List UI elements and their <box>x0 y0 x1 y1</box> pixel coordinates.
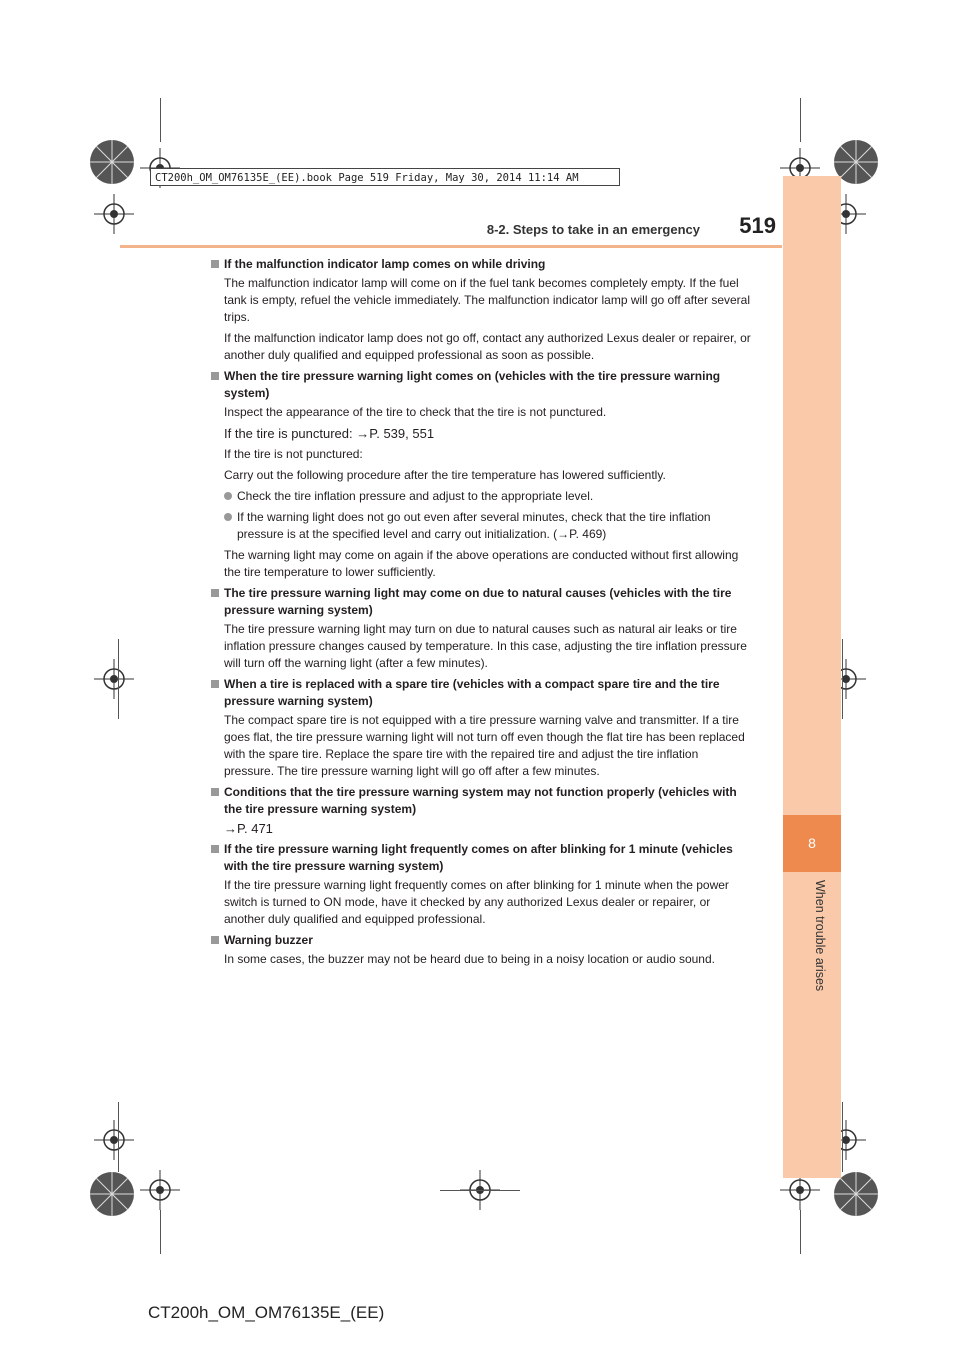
crop-line <box>118 1102 119 1172</box>
crop-line <box>160 98 161 142</box>
print-info: CT200h_OM_OM76135E_(EE).book Page 519 Friday, May 30, 2014 11:14 AM <box>150 168 620 186</box>
paragraph: The compact spare tire is not equipped with a tire pressure warning valve and transmitter. If a tire goes flat, the tire pressure warning light will not turn off even though the flat tire has been replaced with the spare tire. Replace the spare tire with the repaired tire and adjust the tire inflation pressure. The tire pressure warning light will go off after a few minutes. <box>224 713 745 778</box>
crop-line <box>842 639 843 719</box>
page-content <box>211 256 751 972</box>
section-frequent-warning <box>211 841 751 928</box>
registration-mark-top-left <box>88 138 136 186</box>
paragraph: If the tire is not punctured: <box>224 447 363 461</box>
section-heading <box>211 676 751 710</box>
chapter-side-tab <box>783 176 841 1178</box>
section-heading-text: When the tire pressure warning light comes on (vehicles with the tire pressure warning system) <box>224 369 721 400</box>
page-reference: If the tire is punctured: →P. 539, 551 <box>224 426 435 441</box>
crop-line <box>118 639 119 719</box>
chapter-label: When trouble arises <box>813 880 827 992</box>
crop-line <box>440 1190 520 1191</box>
paragraph: Inspect the appearance of the tire to check that the tire is not punctured. <box>224 405 607 419</box>
list-item-text: Check the tire inflation pressure and adjust to the appropriate level. <box>237 489 594 503</box>
paragraph: The malfunction indicator lamp will come on if the fuel tank becomes completely empty. If the fuel tank is empty, refuel the vehicle immediately. The malfunction indicator lamp will go off after several trips. <box>224 276 751 324</box>
crosshair-mark-7 <box>94 1120 134 1160</box>
crop-line <box>800 1210 801 1254</box>
list-item <box>211 488 751 505</box>
square-bullet-icon <box>211 788 219 796</box>
section-heading-text: If the malfunction indicator lamp comes on while driving <box>224 257 546 271</box>
round-bullet-icon <box>224 513 232 521</box>
round-bullet-icon <box>224 492 232 500</box>
section-heading <box>211 784 751 818</box>
section-spare-tire <box>211 676 751 780</box>
section-warning-buzzer <box>211 932 751 968</box>
crop-line <box>842 1102 843 1172</box>
square-bullet-icon <box>211 845 219 853</box>
list-item <box>211 509 751 543</box>
crosshair-mark-5 <box>94 659 134 699</box>
list-item-text: If the warning light does not go out even after several minutes, check that the tire inflation pressure is at the specified level and carry out initialization. (→P. 469) <box>237 510 711 541</box>
section-heading-text: Conditions that the tire pressure warning system may not function properly (vehicles with the tire pressure warning system) <box>224 785 737 816</box>
section-title: 8-2. Steps to take in an emergency <box>486 222 700 237</box>
crosshair-mark-2 <box>94 194 134 234</box>
square-bullet-icon <box>211 372 219 380</box>
chapter-number: 8 <box>808 835 816 851</box>
square-bullet-icon <box>211 589 219 597</box>
page-number: 519 <box>739 213 776 238</box>
crop-line <box>160 1210 161 1254</box>
paragraph: In some cases, the buzzer may not be heard due to being in a noisy location or audio sound. <box>224 952 715 966</box>
square-bullet-icon <box>211 936 219 944</box>
page-reference: →P. 471 <box>224 821 273 836</box>
section-malfunction-lamp <box>211 256 751 364</box>
paragraph: The warning light may come on again if the above operations are conducted without first allowing the tire temperature to lower sufficiently. <box>224 548 739 579</box>
section-heading <box>211 256 751 273</box>
section-heading-text: The tire pressure warning light may come on due to natural causes (vehicles with the tire pressure warning system) <box>224 586 732 617</box>
square-bullet-icon <box>211 680 219 688</box>
paragraph: The tire pressure warning light may turn on due to natural causes such as natural air leaks or tire inflation pressure changes caused by temperature. In this case, adjusting the tire inflation pressure will turn off the warning light (after a few minutes). <box>224 622 747 670</box>
section-heading-text: Warning buzzer <box>224 933 313 947</box>
section-natural-causes <box>211 585 751 672</box>
section-heading-text: If the tire pressure warning light frequently comes on after blinking for 1 minute (vehicles with the tire pressure warning system) <box>224 842 733 873</box>
paragraph: Carry out the following procedure after the tire temperature has lowered sufficiently. <box>224 468 666 482</box>
section-heading-text: When a tire is replaced with a spare tire (vehicles with a compact spare tire and the tire pressure warning system) <box>224 677 720 708</box>
section-heading <box>211 585 751 619</box>
paragraph: If the malfunction indicator lamp does not go off, contact any authorized Lexus dealer or repairer, or another duly qualified and equipped professional as soon as possible. <box>224 331 751 362</box>
registration-mark-bottom-left <box>88 1170 136 1218</box>
square-bullet-icon <box>211 260 219 268</box>
header-rule <box>120 245 782 248</box>
footer-doc-code: CT200h_OM_OM76135E_(EE) <box>148 1303 385 1322</box>
section-tire-warning-light <box>211 368 751 581</box>
section-heading <box>211 932 751 949</box>
paragraph: If the tire pressure warning light frequently comes on after blinking for 1 minute when the power switch is turned to ON mode, have it checked by any authorized Lexus dealer or repairer, or another duly qualified and equipped professional. <box>224 878 729 926</box>
crosshair-mark-9 <box>140 1170 180 1210</box>
section-heading <box>211 841 751 875</box>
section-heading <box>211 368 751 402</box>
section-conditions <box>211 784 751 837</box>
crop-line <box>800 98 801 142</box>
